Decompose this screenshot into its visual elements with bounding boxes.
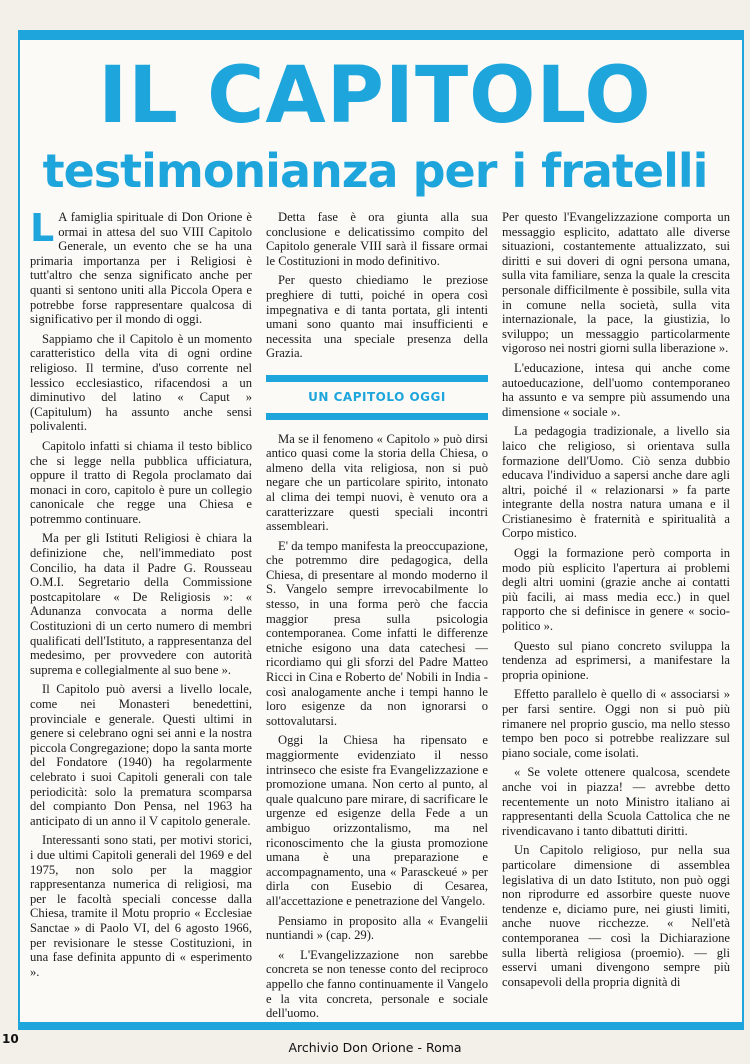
paragraph: L'educazione, intesa qui anche come autoeducazione, dell'uomo contemporaneo ha assunto e va sempre più assumendo una dimensione « sociale ». [502,360,730,419]
column-1 [30,206,252,984]
paragraph: Ma per gli Istituti Religiosi è chiara la definizione che, nell'immediato post Concilio, ha data il Padre G. Rousseau O.M.I. Segretario della Commissione postcapitolare « De Religiosis »: « Adunanza convocata a norma delle Costituzioni di un certo numero di membri qualificati dell'Istituto, a rappresentanza del medesimo, per provvedere con autorità suprema e collegialmente al suo bene ». [30,531,252,677]
page-number: 10 [2,1032,19,1046]
paragraph: Interessanti sono stati, per motivi storici, i due ultimi Capitoli generali del 1969 e del 1975, non solo per la maggior rappresentanza numerica di religiosi, ma per le facoltà speciali concesse dalla Chiesa, tramite il Motu proprio « Ecclesiae Sanctae » di Paolo VI, del 6 agosto 1966, per revisionare le stesse Costituzioni, in una fase definita appunto di « esperimento ». [30,833,252,979]
column-2 [266,210,488,1026]
paragraph: Un Capitolo religioso, pur nella sua particolare dimensione di assemblea legislativa di un dato Istituto, non può oggi non riprodurre ed assorbire queste nuove tendenze e, diciamo pure, nei giusti limiti, anche nuove ricchezze. « Nell'età contemporanea — così la Dichiarazione sulla libertà religiosa (proemio). — gli esservi umani divengono sempre più consapevoli della propria dignità di [502,843,730,989]
paragraph: Il Capitolo può aversi a livello locale, come nei Monasteri benedettini, provinciale e generale. Questi ultimi in genere si celebrano ogni sei anni e la nostra piccola Congregazione; dopo la santa morte del Fondatore (1940) ha regolarmente celebrato i suoi Capitoli generali con tale periodicità: solo la prematura scomparsa del compianto Don Pensa, nel 1963 ha anticipato di un anno il V capitolo generale. [30,682,252,828]
paragraph: Questo sul piano concreto sviluppa la tendenza ad esprimersi, a manifestare la propria opinione. [502,638,730,682]
top-rule [18,30,744,40]
paragraph: Oggi la formazione però comporta in modo più esplicito l'apertura ai problemi degli altri uomini (grazie anche ai contatti più facili, ai mass media ecc.) in quel rapporto che si definisce in genere « socio-politico ». [502,546,730,634]
paragraph: Capitolo infatti si chiama il testo biblico che si legge nella pubblica ufficiatura, oppure il tratto di Regola proclamato dai monaci in coro, capitolo è pure un collegio canonicale che regge una Chiesa e potremmo continuare. [30,438,252,526]
paragraph: Ma se il fenomeno « Capitolo » può dirsi antico quasi come la storia della Chiesa, o almeno della vita religiosa, non si può negare che un particolare spirito, intonato al clima dei tempi nuovi, è venuto ora a caratterizzare questi speciali incontri assembleari. [266,431,488,534]
section-title: UN CAPITOLO OGGI [308,389,446,404]
archive-label: Archivio Don Orione - Roma [288,1040,462,1055]
paragraph: « Se volete ottenere qualcosa, scendete anche voi in piazza! — avrebbe detto recentemente un noto Ministro italiano ai rappresentanti della Scuola Cattolica che ne rivendicavano i tanto dibattuti diritti. [502,765,730,838]
paragraph: Oggi la Chiesa ha ripensato e maggiormente evidenziato il nesso intrinseco che esiste fra Evangelizzazione e promozione umana. Non certo al punto, al quale qualcuno pare mirare, di sacrificare le urgenze ed esigenze della Fede a un ambiguo orizzontalismo, ma nel riconoscimento che la giusta promozione umana è una preparazione e accompagnamento, una « Parasckeué » per dirla con Eusebio di Cesarea, all'accettazione e penetrazione del Vangelo. [266,733,488,908]
section-heading [266,375,488,420]
paragraph: La pedagogia tradizionale, a livello sia laico che religioso, si orientava sulla formazione dell'Uomo. Ciò senza dubbio educava l'individuo a sapersi anche dare agli altri, poiché il « relazionarsi » fa parte integrante della nostra natura umana e il Cristianesimo è fraternità e spiritualità a Corpo mistico. [502,424,730,541]
paragraph: E' da tempo manifesta la preoccupazione, che potremmo dire pedagogica, della Chiesa, di presentare al mondo moderno il S. Vangelo sempre irrevocabilmente lo stesso, in una forma però che faccia maggior presa sulla psicologia contemporanea. Come infatti le differenze etniche esigono una data catechesi — ricordiamo qui gli sforzi del Padre Matteo Ricci in Cina e Roberto de' Nobili in India - così analogamente anche i tempi hanno le loro esigenze da non ignorarsi o sottovalutarsi. [266,538,488,728]
section-bar [266,413,488,420]
paragraph: Per questo l'Evangelizzazione comporta un messaggio esplicito, adattato alle diverse situazioni, costantemente attualizzato, sui diritti e sui doveri di ogni persona umana, sulla vita familiare, senza la quale la crescita personale difficilmente è possibile, sulla vita in comune nella società, sulla vita internazionale, la pace, la giustizia, lo sviluppo; un messaggio particolarmente vigoroso nei nostri giorni sulla liberazione ». [502,210,730,356]
paragraph: L A famiglia spirituale di Don Orione è ormai in attesa del suo VIII Capitolo Generale, un evento che se ha una primaria importanza per i Religiosi è tutt'altro che senza significato anche per quanti si sentono uniti alla Piccola Opera e potrebbe forse rappresentare qualcosa di significativo per il mondo di oggi. [30,206,252,327]
drop-cap: L [30,206,55,250]
paragraph: Per questo chiediamo le preziose preghiere di tutti, poiché in opera così impegnativa e di tanta portata, gli intenti umani sono quanto mai insufficienti e necessita una speciale presenza della Grazia. [266,273,488,361]
article-subtitle: testimonianza per i fratelli [42,144,708,198]
paragraph: « L'Evangelizzazione non sarebbe concreta se non tenesse conto del reciproco appello che fanno continuamente il Vangelo e la vita concreta, personale e sociale dell'uomo. [266,947,488,1021]
paragraph: Effetto parallelo è quello di « associarsi » per farsi sentire. Oggi non si può più rimanere nel proprio guscio, ma nello stesso tempo ben poco si potrebbe realizzare sul piano sociale, come isolati. [502,687,730,760]
paragraph: Sappiamo che il Capitolo è un momento caratteristico della vita di ogni ordine religioso. Il termine, d'uso corrente nel lessico ecclesiastico, rifacendosi a un diminutivo del latino « Caput » (Capitulum) ha assunto anche sensi polivalenti. [30,331,252,434]
paragraph: Pensiamo in proposito alla « Evangelii nuntiandi » (cap. 29). [266,913,488,943]
paragraph: Detta fase è ora giunta alla sua conclusione e delicatissimo compito del Capitolo generale VIII sarà il fissare ormai le Costituzioni in modo definitivo. [266,210,488,268]
column-3 [502,210,730,994]
article-title: IL CAPITOLO [98,51,652,141]
section-bar [266,375,488,382]
